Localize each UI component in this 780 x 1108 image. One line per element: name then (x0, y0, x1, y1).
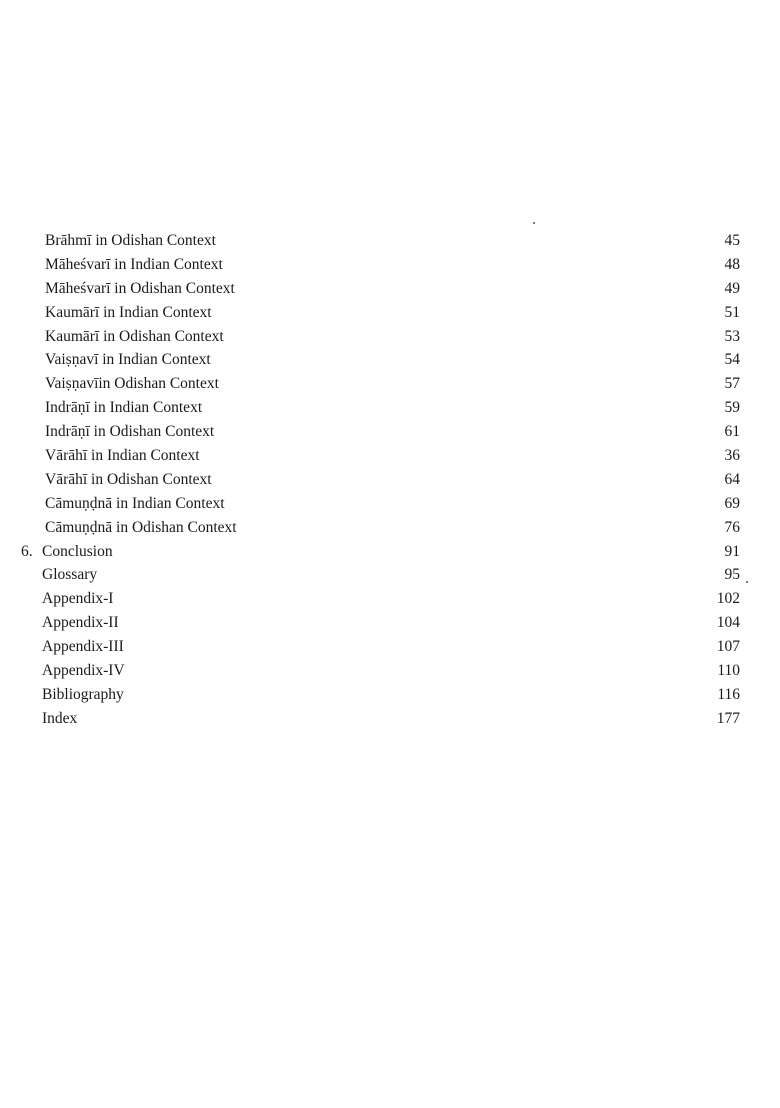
toc-entry (0, 348, 780, 372)
toc-entry-title: Cāmuṇḍnā in Indian Context (45, 494, 225, 512)
toc-entry-page-number: 61 (724, 423, 740, 441)
toc-entry (0, 229, 780, 253)
toc-entry (0, 420, 780, 444)
toc-entry (0, 659, 780, 683)
toc-entry-title: Indrāṇī in Indian Context (45, 399, 203, 417)
toc-entry-title: Māheśvarī in Indian Context (45, 255, 223, 273)
toc-entry-title: Appendix-I (42, 590, 114, 608)
toc-entry (0, 540, 780, 564)
toc-entry-title: Conclusion (42, 542, 113, 560)
toc-entry-title: Vārāhī in Odishan Context (45, 470, 212, 488)
toc-entry-page-number: 95 (724, 566, 740, 584)
toc-entry-title: Index (42, 709, 78, 727)
toc-entry-page-number: 64 (724, 470, 740, 488)
toc-entry-title: Kaumārī in Indian Context (45, 303, 212, 321)
toc-entry-page-number: 53 (724, 327, 740, 345)
toc-entry (0, 492, 780, 516)
toc-entry-title: Bibliography (42, 685, 124, 703)
toc-entry (0, 563, 780, 587)
toc-entry (0, 516, 780, 540)
toc-entry-page-number: 104 (716, 614, 740, 632)
toc-entry-page-number: 54 (724, 351, 740, 369)
toc-entry (0, 372, 780, 396)
toc-entry-page-number: 49 (724, 279, 740, 297)
toc-entry (0, 611, 780, 635)
toc-entry-page-number: 76 (724, 518, 740, 536)
toc-entry-title: Kaumārī in Odishan Context (45, 327, 224, 345)
toc-entry-title: Vārāhī in Indian Context (45, 447, 200, 465)
toc-entry (0, 683, 780, 707)
toc-entry-title: Indrāṇī in Odishan Context (45, 423, 215, 441)
toc-entry-title: Vaiṣṇavīin Odishan Context (45, 375, 219, 393)
toc-entry-page-number: 48 (724, 255, 740, 273)
toc-entry-page-number: 45 (724, 232, 740, 249)
toc-entry (0, 635, 780, 659)
toc-entry-page-number: 57 (724, 375, 740, 393)
toc-entry (0, 444, 780, 468)
stray-dot-mark (533, 222, 535, 224)
toc-entry-number: 6. (21, 542, 33, 560)
toc-entry-title: Brāhmī in Odishan Context (45, 232, 216, 249)
toc-entry-page-number: 177 (716, 709, 740, 727)
toc-entry (0, 396, 780, 420)
toc-entry-title: Cāmuṇḍnā in Odishan Context (45, 518, 237, 536)
toc-entry-page-number: 36 (724, 447, 740, 465)
table-of-contents (0, 229, 780, 731)
toc-entry-page-number: 51 (724, 303, 740, 321)
toc-entry (0, 277, 780, 301)
toc-entry (0, 325, 780, 349)
toc-entry-title: Glossary (42, 566, 98, 584)
toc-entry-title: Vaiṣṇavī in Indian Context (45, 351, 211, 369)
toc-entry-page-number: 110 (717, 662, 740, 680)
toc-entry-page-number: 102 (716, 590, 740, 608)
toc-entry-page-number: 91 (724, 542, 740, 560)
toc-entry-page-number: 59 (724, 399, 740, 417)
toc-entry (0, 707, 780, 731)
toc-entry-title: Appendix-II (42, 614, 119, 632)
toc-entry-title: Māheśvarī in Odishan Context (45, 279, 235, 297)
toc-entry (0, 468, 780, 492)
toc-entry-title: Appendix-IV (42, 662, 125, 680)
toc-entry-title: Appendix-III (42, 638, 124, 656)
toc-entry (0, 587, 780, 611)
toc-entry-page-number: 107 (716, 638, 740, 656)
toc-entry (0, 301, 780, 325)
toc-entry-page-number: 116 (717, 685, 740, 703)
toc-entry (0, 253, 780, 277)
toc-entry-page-number: 69 (724, 494, 740, 512)
